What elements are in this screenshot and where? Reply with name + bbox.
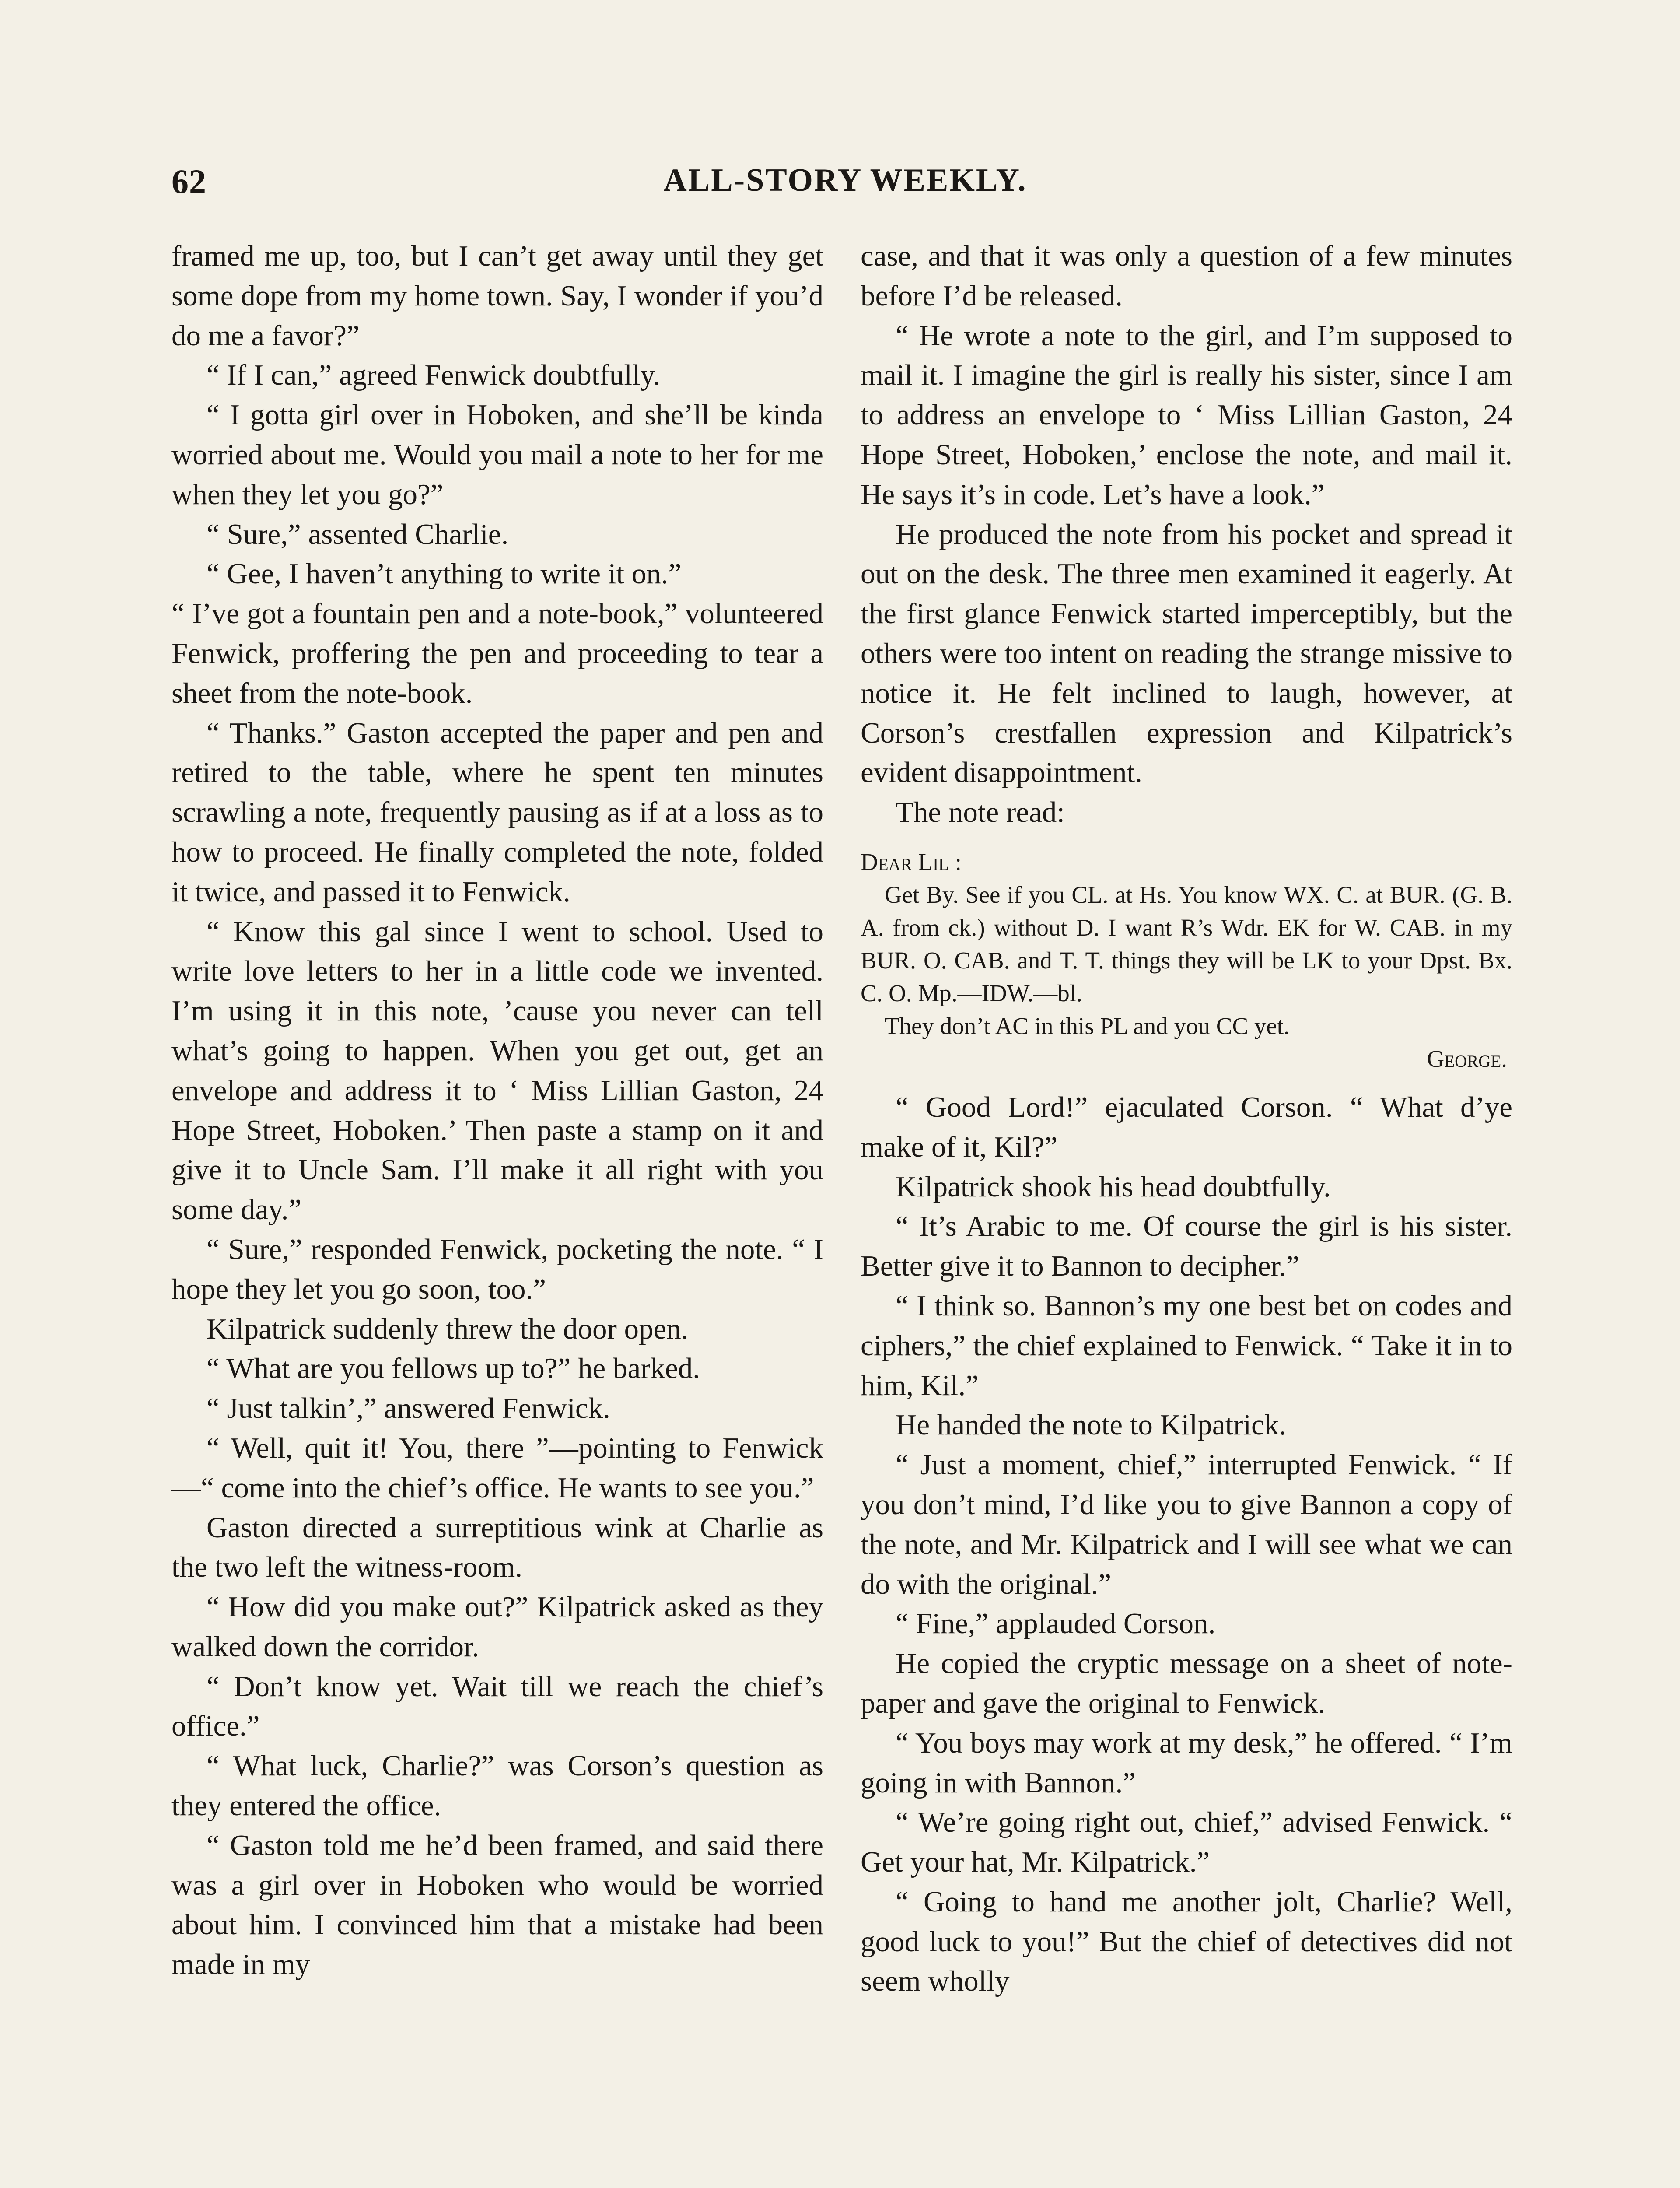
right-column [861, 236, 1512, 2001]
paragraph: “ Sure,” responded Fenwick, pocketing the note. “ I hope they let you go soon, too.” [172, 1233, 823, 1305]
paragraph: “ I’ve got a fountain pen and a note-book,” volunteered Fenwick, proffering the pen and proceeding to tear a sheet from the note-book. [172, 597, 823, 709]
paragraph: “ Well, quit it! You, there ”—pointing to Fenwick—“ come into the chief’s office. He wants to see you.” [172, 1431, 823, 1504]
paragraph: “ Good Lord!” ejaculated Corson. “ What d’ye make of it, Kil?” [861, 1090, 1512, 1163]
paragraph: “ Just a moment, chief,” interrupted Fenwick. “ If you don’t mind, I’d like you to give Bannon a copy of the note, and Mr. Kilpatrick and I will see what we can do with the original.” [861, 1448, 1512, 1600]
note-signature: George. [1427, 1045, 1507, 1072]
paragraph: Kilpatrick suddenly threw the door open. [206, 1312, 689, 1345]
paragraph: “ Going to hand me another jolt, Charlie? Well, good luck to you!” But the chief of detectives did not seem wholly [861, 1885, 1512, 1998]
paragraph: Kilpatrick shook his head doubtfully. [896, 1170, 1331, 1203]
note-line: They don’t AC in this PL and you CC yet. [885, 1012, 1290, 1039]
running-head: ALL-STORY WEEKLY. [663, 162, 1027, 198]
paragraph: “ What luck, Charlie?” was Corson’s question as they entered the office. [172, 1750, 823, 1822]
left-column [172, 236, 823, 1985]
paragraph: He produced the note from his pocket and spread it out on the desk. The three men examined it eagerly. At the first glance Fenwick started imperceptibly, but the others were too intent on reading the strange missive to notice it. He felt inclined to laugh, however, at Corson’s crestfallen expression and Kilpatrick’s evident disappointment. [861, 518, 1512, 789]
paragraph: “ Don’t know yet. Wait till we reach the chief’s office.” [172, 1670, 823, 1743]
right-column-text-after-note [861, 1087, 1512, 2001]
paragraph: “ Fine,” applauded Corson. [896, 1607, 1216, 1640]
right-column-text-before-note [861, 236, 1512, 832]
paragraph: “ You boys may work at my desk,” he offered. “ I’m going in with Bannon.” [861, 1726, 1512, 1799]
paragraph: He handed the note to Kilpatrick. [896, 1409, 1287, 1441]
paragraph: “ What are you fellows up to?” he barked. [206, 1352, 700, 1385]
paragraph: “ Sure,” assented Charlie. [206, 518, 509, 551]
paragraph: “ Thanks.” Gaston accepted the paper and pen and retired to the table, where he spent ten minutes scrawling a note, frequently pausing as if at a loss as to how to proceed. He finally completed the note, folded it twice, and passed it to Fenwick. [172, 716, 823, 908]
paragraph: “ I think so. Bannon’s my one best bet on codes and ciphers,” the chief explained to Fenwick. “ Take it in to him, Kil.” [861, 1289, 1512, 1402]
paragraph: Gaston directed a surreptitious wink at Charlie as the two left the witness-room. [172, 1511, 823, 1584]
paragraph: The note read: [896, 796, 1065, 829]
coded-note [861, 845, 1512, 1075]
paragraph: He copied the cryptic message on a sheet of note-paper and gave the original to Fenwick. [861, 1647, 1512, 1719]
page-number: 62 [172, 162, 206, 200]
paragraph: “ We’re going right out, chief,” advised Fenwick. “ Get your hat, Mr. Kilpatrick.” [861, 1806, 1512, 1879]
page-header [172, 162, 1519, 206]
paragraph: “ It’s Arabic to me. Of course the girl is his sister. Better give it to Bannon to decipher.” [861, 1210, 1512, 1283]
paragraph: “ Gaston told me he’d been framed, and said there was a girl over in Hoboken who would be worried about him. I convinced him that a mistake had been made in my [172, 1829, 823, 1981]
paragraph: “ Gee, I haven’t anything to write it on.” [206, 558, 682, 590]
paragraph: framed me up, too, but I can’t get away until they get some dope from my home town. Say, I wonder if you’d do me a favor?” [172, 240, 823, 352]
paragraph: “ Know this gal since I went to school. Used to write love letters to her in a little code we invented. I’m using it in this note, ’cause you never can tell what’s going to happen. When you get out, get an envelope and address it to ‘ Miss Lillian Gaston, 24 Hope Street, Hoboken.’ Then paste a stamp on it and give it to Uncle Sam. I’ll make it all right with you some day.” [172, 915, 823, 1226]
note-line: Get By. See if you CL. at Hs. You know WX. C. at BUR. (G. B. A. from ck.) without D. I want R’s Wdr. EK for W. CAB. in my BUR. O. CAB. and T. T. things they will be LK to your Dpst. Bx. C. O. Mp.—IDW.—bl. [861, 881, 1512, 1006]
paragraph: “ How did you make out?” Kilpatrick asked as they walked down the corridor. [172, 1591, 823, 1663]
paragraph: “ He wrote a note to the girl, and I’m supposed to mail it. I imagine the girl is really his sister, since I am to address an envelope to ‘ Miss Lillian Gaston, 24 Hope Street, Hoboken,’ enclose the note, and mail it. He says it’s in code. Let’s have a look.” [861, 319, 1512, 511]
note-salutation: Dear Lil : [861, 848, 962, 875]
paragraph: case, and that it was only a question of a few minutes before I’d be released. [861, 240, 1512, 312]
paragraph: “ If I can,” agreed Fenwick doubtfully. [206, 359, 661, 392]
paragraph: “ I gotta girl over in Hoboken, and she’ll be kinda worried about me. Would you mail a note to her for me when they let you go?” [172, 399, 823, 511]
paragraph: “ Just talkin’,” answered Fenwick. [206, 1392, 610, 1425]
